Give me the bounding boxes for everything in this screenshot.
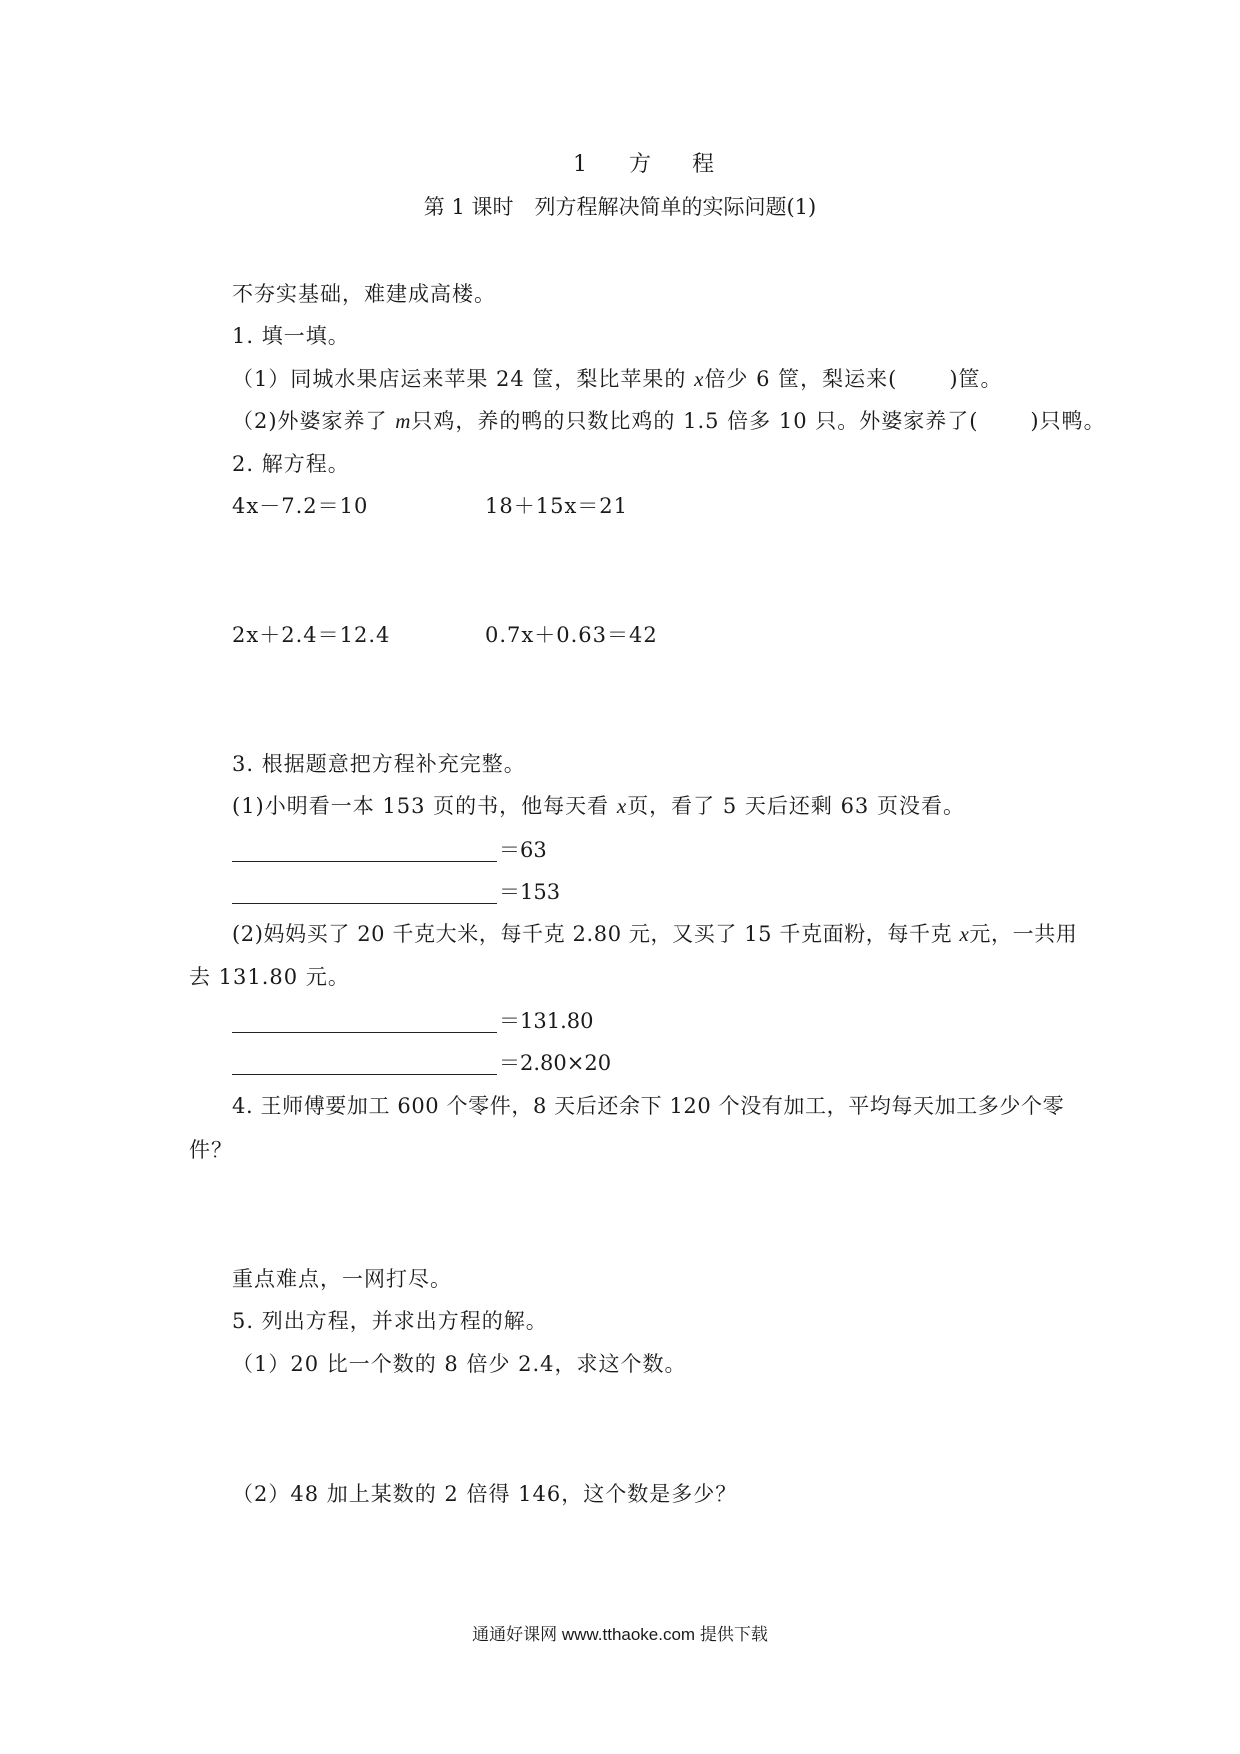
section-heading-basics: 不夯实基础，难建成高楼。 <box>232 282 496 306</box>
section-heading-key-points: 重点难点，一网打尽。 <box>232 1267 452 1291</box>
question-4-line-1: 4. 王师傅要加工 600 个零件，8 天后还余下 120 个没有加工，平均每天加工多少个零 <box>232 1094 1065 1118</box>
q3-p2-text-post: 元，一共用 <box>969 922 1078 946</box>
q3-p1-rhs-2: ＝153 <box>499 880 561 904</box>
question-2-label: 2. 解方程。 <box>232 452 350 476</box>
q1-p2-text-post: 只鸡，养的鸭的只数比鸡的 1.5 倍多 10 只。外婆家养了( <box>411 409 979 433</box>
question-1-part-1 <box>232 365 1003 393</box>
q3-p2-rhs-2: ＝2.80×20 <box>499 1051 612 1075</box>
equation-1: 4x－7.2＝10 <box>232 494 369 518</box>
page-footer: 通通好课网 www.tthaoke.com 提供下载 <box>472 1625 768 1644</box>
question-1-part-2 <box>232 407 1106 435</box>
fill-line <box>232 1074 497 1075</box>
fill-line <box>232 1032 497 1033</box>
question-5-label: 5. 列出方程，并求出方程的解。 <box>232 1309 548 1333</box>
equation-4: 0.7x＋0.63＝42 <box>485 623 658 647</box>
chapter-number: 1 <box>573 152 587 177</box>
lesson-subtitle: 第 1 课时 列方程解决简单的实际问题(1) <box>423 195 817 219</box>
q3-p1-variable: x <box>616 794 628 818</box>
q1-p2-end: )只鸭。 <box>1030 409 1106 433</box>
question-5-part-2: （2）48 加上某数的 2 倍得 146，这个数是多少？ <box>232 1482 738 1506</box>
q1-p1-text: （1）同城水果店运来苹果 24 筐，梨比苹果的 <box>232 367 695 391</box>
q1-p1-end: )筐。 <box>949 367 1003 391</box>
question-3-part-1 <box>232 792 965 820</box>
q1-p1-variable: x <box>694 367 705 391</box>
equation-3: 2x＋2.4＝12.4 <box>232 623 391 647</box>
question-3-label: 3. 根据题意把方程补充完整。 <box>232 752 526 776</box>
q3-p1-text-post: 页，看了 5 天后还剩 63 页没看。 <box>627 794 965 818</box>
chapter-title-char-1: 方 <box>629 152 652 177</box>
question-4-line-2: 件？ <box>189 1138 233 1162</box>
question-5-part-1: （1）20 比一个数的 8 倍少 2.4，求这个数。 <box>232 1352 687 1376</box>
q3-p1-text: (1)小明看一本 153 页的书，他每天看 <box>232 794 617 818</box>
q1-p1-text-post: 倍少 6 筐，梨运来( <box>704 367 898 391</box>
question-1-label: 1. 填一填。 <box>232 324 350 348</box>
equation-2: 18＋15x＝21 <box>485 494 629 518</box>
question-3-part-2-line-2: 去 131.80 元。 <box>189 965 350 989</box>
q3-p2-text: (2)妈妈买了 20 千克大米，每千克 2.80 元，又买了 15 千克面粉，每千克 <box>232 922 960 946</box>
fill-line <box>232 903 497 904</box>
fill-line <box>232 861 497 862</box>
q1-p2-text: （2)外婆家养了 <box>232 409 396 433</box>
question-3-part-2-line-1 <box>232 920 1077 948</box>
q1-p2-variable: m <box>395 409 412 433</box>
q3-p1-rhs-1: ＝63 <box>499 838 547 862</box>
q3-p2-rhs-1: ＝131.80 <box>499 1009 594 1033</box>
q3-p2-variable: x <box>959 922 970 946</box>
chapter-title-char-2: 程 <box>692 152 715 177</box>
